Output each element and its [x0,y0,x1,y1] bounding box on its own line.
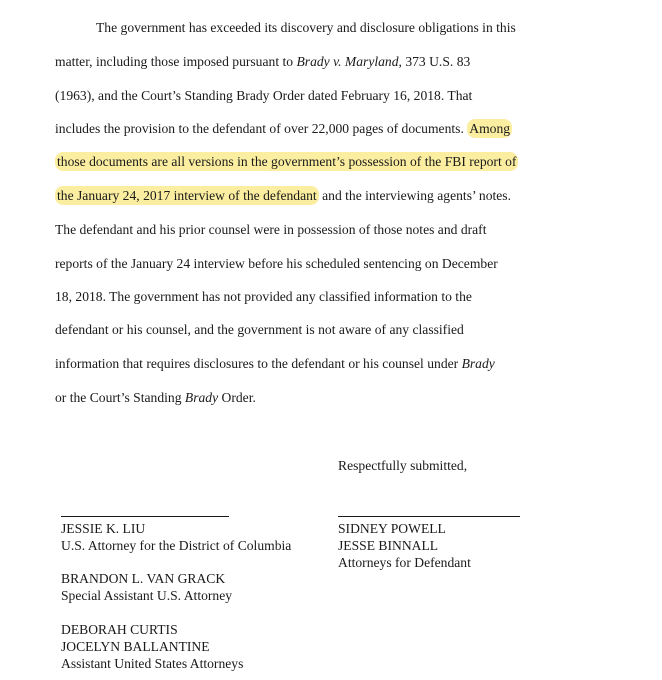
paragraph-line [55,389,256,407]
government-name: JESSIE K. LIU [61,521,146,536]
paragraph-line [55,255,498,273]
paragraph-line [55,187,511,205]
text-run: information that requires disclosures to the defendant or his counsel under [55,356,462,371]
paragraph-line [55,355,495,373]
defense-name: JESSE BINNALL [338,538,439,553]
text-run: and the interviewing agents’ notes. [318,188,511,203]
government-signature-line [61,516,229,517]
paragraph-line [55,321,464,339]
text-run: matter, including those imposed pursuant to [55,54,297,69]
highlighted-text: the January 24, 2017 interview of the defendant [57,188,317,203]
defense-title: Attorneys for Defendant [338,555,471,570]
text-run: 18, 2018. The government has not provided any classified information to the [55,289,472,304]
case-citation: Brady v. Maryland [296,54,399,69]
government-name: DEBORAH CURTIS [61,622,178,637]
paragraph-line [55,153,518,171]
government-title: Special Assistant U.S. Attorney [61,588,233,603]
text-run: The defendant and his prior counsel were in possession of those notes and draft [55,222,487,237]
paragraph-line [55,221,487,239]
text-run: defendant or his counsel, and the government is not aware of any classified [55,322,464,337]
text-run: or the Court’s Standing [55,390,185,405]
government-title: U.S. Attorney for the District of Columbia [61,538,292,553]
case-citation: Brady [461,356,495,371]
text-run: Order. [218,390,256,405]
case-citation: Brady [184,390,219,405]
text-run: , 373 U.S. 83 [398,54,471,69]
closing-line [338,457,467,475]
government-name: BRANDON L. VAN GRACK [61,571,226,586]
closing-text: Respectfully submitted, [338,458,468,473]
paragraph-line [55,53,470,71]
highlighted-text: Among [469,121,511,136]
paragraph-line [55,288,472,306]
government-name: JOCELYN BALLANTINE [61,639,210,654]
defense-signature-line [338,516,520,517]
text-run: includes the provision to the defendant of over 22,000 pages of documents. [55,121,468,136]
government-title: Assistant United States Attorneys [61,656,244,671]
text-run: reports of the January 24 interview before his scheduled sentencing on December [55,256,498,271]
highlighted-text: those documents are all versions in the government’s possession of the FBI report of [57,154,517,169]
paragraph-line [55,87,472,105]
paragraph-line [55,120,512,138]
defense-name: SIDNEY POWELL [338,521,446,536]
paragraph-line [96,19,516,37]
text-run: (1963), and the Court’s Standing Brady Order dated February 16, 2018. That [55,88,473,103]
text-run: The government has exceeded its discovery and disclosure obligations in this [96,20,516,35]
